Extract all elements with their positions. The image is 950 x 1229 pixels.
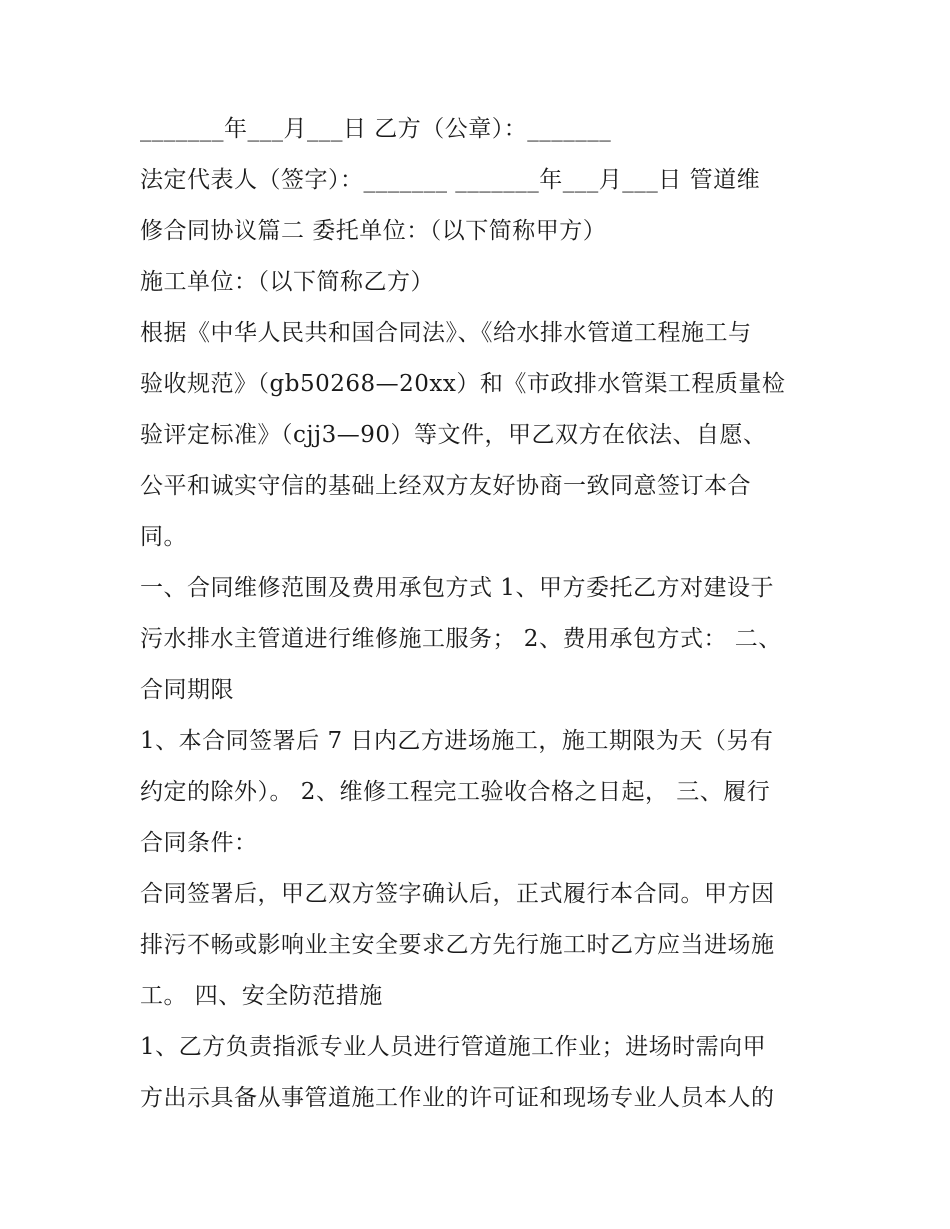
text-line: 排污不畅或影响业主安全要求乙方先行施工时乙方应当进场施 [140, 932, 775, 958]
document-body [140, 104, 820, 1124]
text-line: 根据《中华人民共和国合同法》、《给水排水管道工程施工与 [140, 320, 752, 346]
text-line: 污水排水主管道进行维修施工服务； 2、费用承包方式： 二、 [140, 626, 782, 652]
text-line: 1、乙方负责指派专业人员进行管道施工作业；进场时需向甲 [140, 1034, 767, 1060]
text-line: 同。 [140, 524, 187, 550]
text-line: 修合同协议篇二 委托单位：（以下简称甲方） [140, 218, 607, 244]
text-line: 约定的除外）。 2、维修工程完工验收合格之日起， 三、履行 [140, 779, 771, 805]
text-line: 合同条件： [140, 830, 258, 856]
text-line: 合同签署后，甲乙双方签字确认后，正式履行本合同。甲方因 [140, 881, 775, 907]
text-line: 施工单位：（以下简称乙方） [140, 269, 434, 295]
text-line: 1、本合同签署后 7 日内乙方进场施工，施工期限为天（另有 [140, 728, 774, 754]
text-line: 方出示具备从事管道施工作业的许可证和现场专业人员本人的 [140, 1085, 775, 1111]
text-line: 一、合同维修范围及费用承包方式 1、甲方委托乙方对建设于 [140, 575, 774, 601]
text-line: 公平和诚实守信的基础上经双方友好协商一致同意签订本合 [140, 473, 751, 499]
text-line: 工。 四、安全防范措施 [140, 983, 383, 1009]
text-line: _______年___月___日 乙方（公章）：_______ [140, 116, 612, 142]
text-line: 验收规范》（gb50268—20xx）和《市政排水管渠工程质量检 [140, 371, 786, 397]
text-line: 验评定标准》（cjj3—90）等文件，甲乙双方在依法、自愿、 [140, 422, 767, 448]
text-line: 法定代表人（签字）：_______ _______年___月___日 管道维 [140, 167, 761, 193]
text-line: 合同期限 [140, 677, 234, 703]
